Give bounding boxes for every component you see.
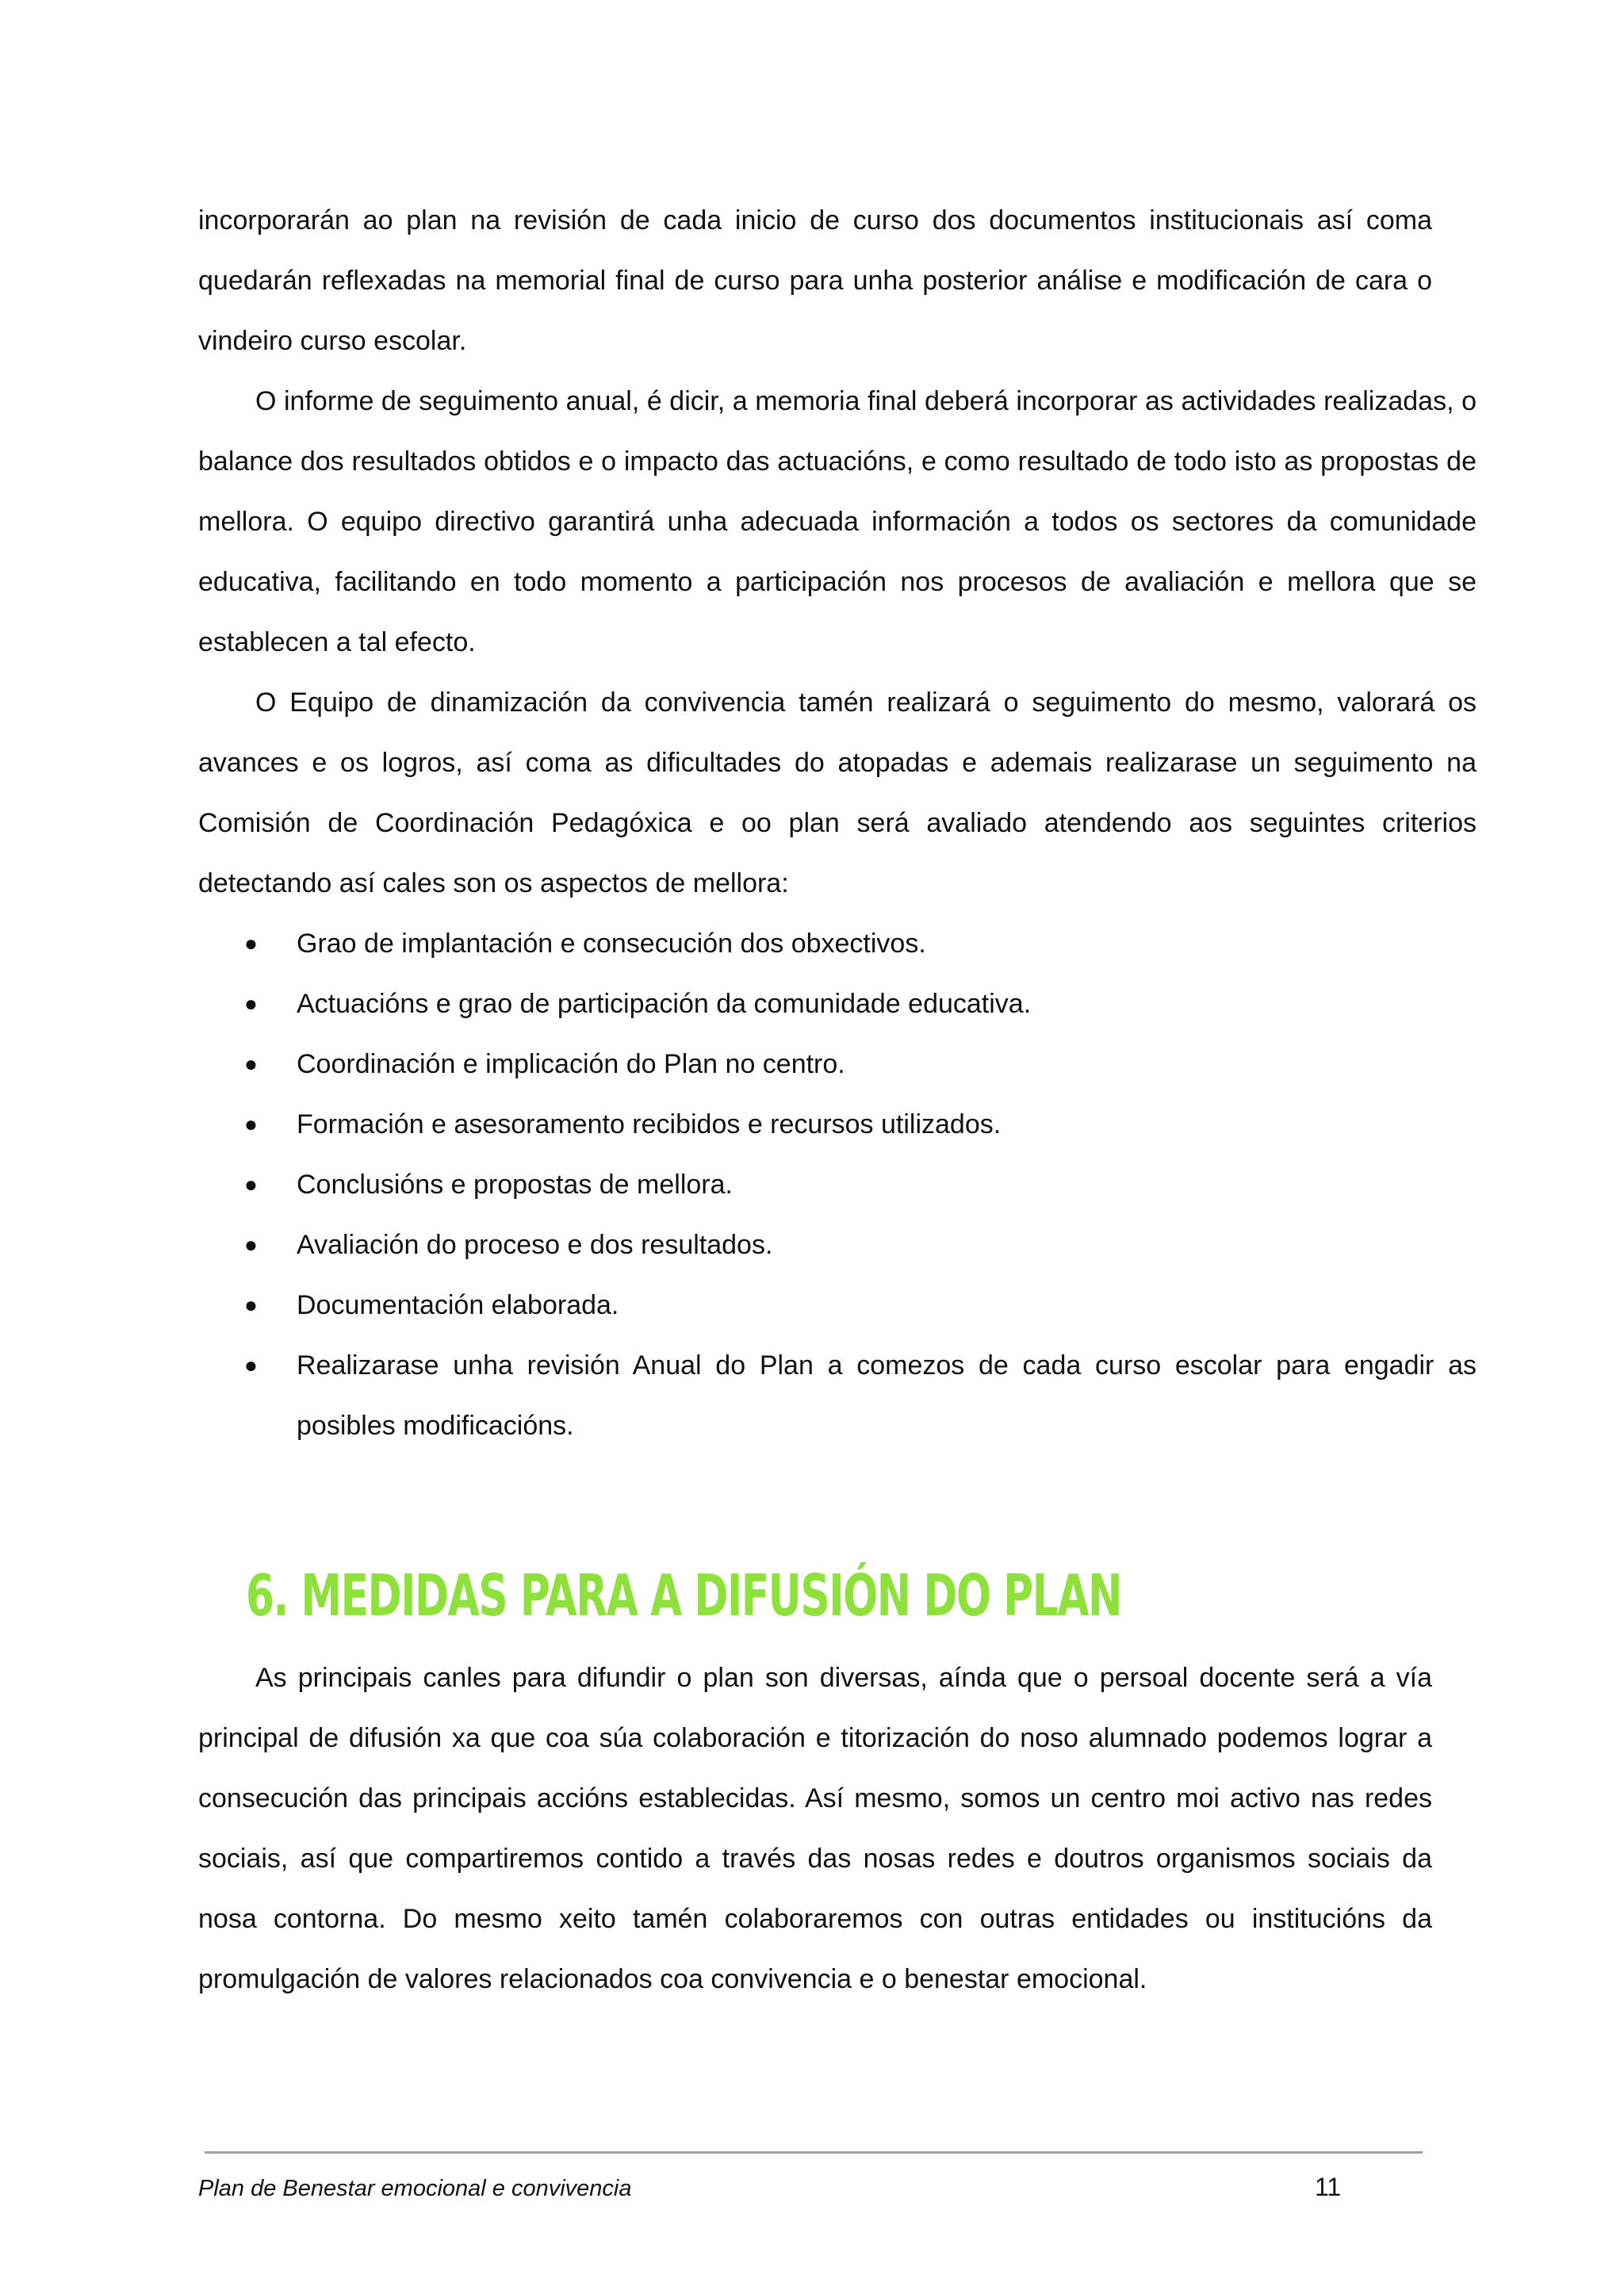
list-item xyxy=(198,1215,1477,1275)
list-item xyxy=(198,1034,1477,1094)
continuation-paragraph: incorporarán ao plan na revisión de cada inicio de curso dos documentos institucionais así coma quedarán reflexadas na memorial final de curso para unha posterior análise e modificación de cara o vindeiro curso escolar. xyxy=(198,205,1432,356)
annual-report-paragraph: O informe de seguimento anual, é dicir, a memoria final deberá incorporar as actividades realizadas, o balance dos resultados obtidos e o impacto das actuacións, e como resultado de todo isto as propostas de mellora. O equipo directivo garantirá unha adecuada información a todos os sectores da comunidade educativa, facilitando en todo momento a participación nos procesos de avaliación e mellora que se establecen a tal efecto. xyxy=(198,386,1477,657)
list-item-text: Grao de implantación e consecución dos obxectivos. xyxy=(297,929,926,959)
page-number: 11 xyxy=(1315,2173,1342,2201)
list-item xyxy=(198,1094,1477,1155)
bullet-icon: ● xyxy=(244,1232,258,1257)
list-item-text: Actuacións e grao de participación da comunidade educativa. xyxy=(297,989,1032,1019)
top-text-block xyxy=(198,190,1477,1456)
list-item xyxy=(198,913,1477,974)
footer-divider xyxy=(205,2151,1423,2154)
list-item xyxy=(198,1335,1477,1456)
bullet-icon: ● xyxy=(244,1112,258,1136)
bullet-icon: ● xyxy=(244,1051,258,1076)
bullet-icon: ● xyxy=(244,1353,258,1377)
criteria-list xyxy=(198,913,1477,1456)
list-item xyxy=(198,1275,1477,1335)
bullet-icon: ● xyxy=(244,991,258,1016)
list-item xyxy=(198,1155,1477,1215)
diffusion-paragraph: As principais canles para difundir o plan son diversas, aínda que o persoal docente será a vía principal de difusión xa que coa súa colaboración e titorización do noso alumnado podemos lograr a consecución das principais accións establecidas. Así mesmo, somos un centro moi activo nas redes sociais, así que compartiremos contido a través das nosas redes e doutros organismos sociais da nosa contorna. Do mesmo xeito tamén colaboraremos con outras entidades ou institucións da promulgación de valores relacionados coa convivencia e o benestar emocional. xyxy=(198,1663,1432,1994)
list-item-text: Documentación elaborada. xyxy=(297,1290,619,1320)
bullet-icon: ● xyxy=(244,931,258,956)
bullet-icon: ● xyxy=(244,1172,258,1197)
list-item-text: Realizarase unha revisión Anual do Plan a comezos de cada curso escolar para engadir as posibles modificacións. xyxy=(297,1350,1477,1441)
list-item xyxy=(198,974,1477,1034)
list-item-text: Formación e asesoramento recibidos e recursos utilizados. xyxy=(297,1109,1002,1139)
section-text-block xyxy=(198,1648,1432,2009)
list-item-text: Avaliación do proceso e dos resultados. xyxy=(297,1230,773,1260)
bullet-icon: ● xyxy=(244,1293,258,1317)
team-followup-paragraph: O Equipo de dinamización da convivencia tamén realizará o seguimento do mesmo, valorará os avances e os logros, así coma as dificultades do atopadas e ademais realizarase un seguimento na Comisión de Coordinación Pedagóxica e oo plan será avaliado atendendo aos seguintes criterios detectando así cales son os aspectos de mellora: xyxy=(198,687,1477,898)
list-item-text: Conclusións e propostas de mellora. xyxy=(297,1170,733,1200)
list-item-text: Coordinación e implicación do Plan no centro. xyxy=(297,1049,845,1079)
section-heading: 6. MEDIDAS PARA A DIFUSIÓN DO PLAN xyxy=(246,1562,1121,1629)
footer-document-title: Plan de Benestar emocional e convivencia xyxy=(198,2176,632,2201)
